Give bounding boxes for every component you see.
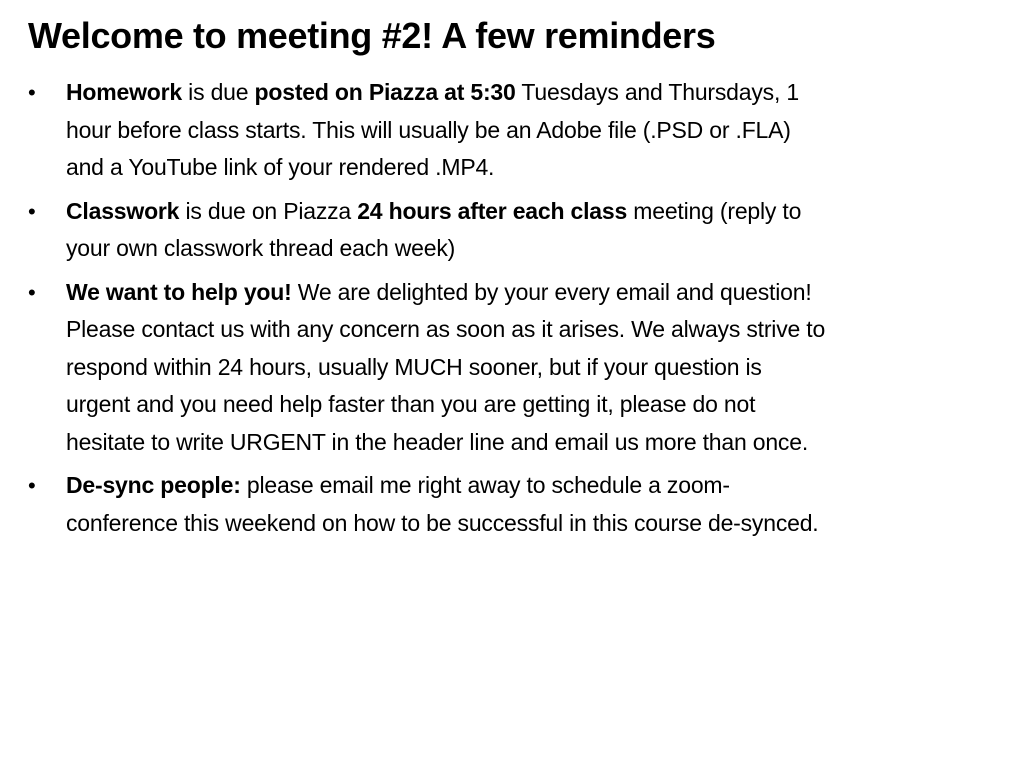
bullet-lead: Homework bbox=[66, 79, 182, 105]
bullet-emphasis: posted on Piazza at 5:30 bbox=[254, 79, 516, 105]
bullet-help bbox=[28, 274, 828, 462]
bullet-text: meeting (reply to your own classwork thread each week) bbox=[66, 197, 802, 261]
bullet-dot-icon: • bbox=[28, 198, 36, 224]
bullet-list bbox=[28, 74, 828, 548]
bullet-lead: We want to help you! bbox=[66, 278, 292, 305]
bullet-desync bbox=[28, 467, 828, 542]
bullet-text: We are delighted by your every email and question! Please contact us with any concern as soon as it arises. We always strive to respond within 24 hours, usually MUCH sooner, but if your question is urgent and you need help faster than you are getting it, please do not hesitate to write URGENT in the header line and email us more than once. bbox=[66, 278, 826, 455]
bullet-lead: De-sync people: bbox=[66, 472, 241, 498]
bullet-lead: Classwork bbox=[66, 197, 180, 224]
bullet-dot-icon: • bbox=[28, 473, 36, 498]
bullet-emphasis: 24 hours after each class bbox=[357, 197, 628, 224]
bullet-text: please email me right away to schedule a zoom-conference this weekend on how to be successful in this course de-synced. bbox=[66, 472, 819, 536]
bullet-text: is due on Piazza bbox=[179, 197, 358, 224]
bullet-dot-icon: • bbox=[28, 279, 36, 305]
bullet-homework bbox=[28, 74, 828, 187]
bullet-classwork bbox=[28, 193, 828, 268]
bullet-text: Tuesdays and Thursdays, 1 hour before class starts. This will usually be an Adobe file (.PSD or .FLA) and a YouTube link of your rendered .MP4. bbox=[66, 79, 799, 180]
bullet-dot-icon: • bbox=[28, 80, 36, 105]
slide-title: Welcome to meeting #2! A few reminders bbox=[28, 15, 716, 56]
bullet-text: is due bbox=[181, 79, 255, 105]
